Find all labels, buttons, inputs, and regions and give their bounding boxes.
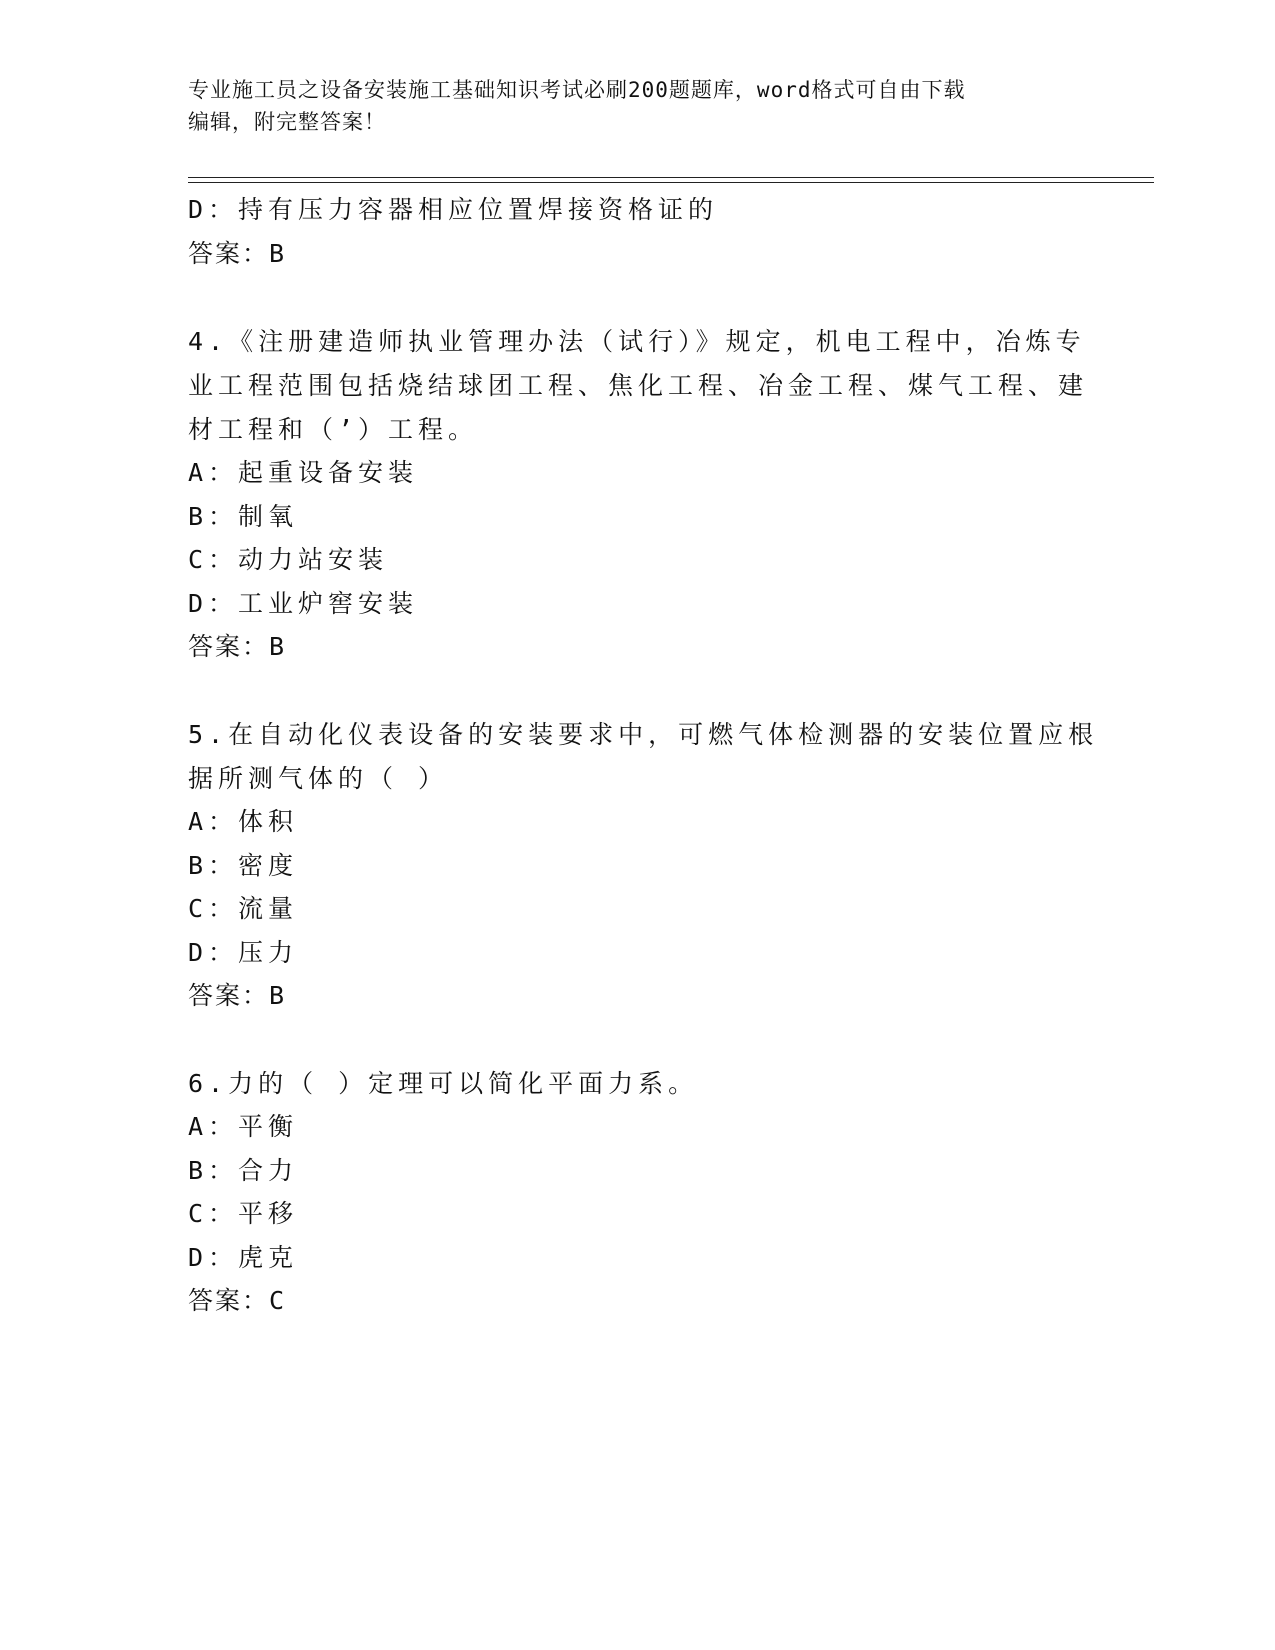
- q6-stem-line-1: 6.力的（ ）定理可以简化平面力系。: [188, 1069, 699, 1098]
- q5-option-c: C：流量: [188, 894, 299, 923]
- header-divider-bottom: [188, 182, 1154, 183]
- document-header: [188, 74, 1068, 138]
- q6-option-a: A：平衡: [188, 1112, 299, 1141]
- q4-stem-line-3: 材工程和（’）工程。: [188, 415, 479, 444]
- q5-answer: 答案：B: [188, 981, 287, 1010]
- q4-stem-line-1: 4.《注册建造师执业管理办法（试行）》规定，机电工程中，冶炼专: [188, 327, 1086, 356]
- q3-answer: 答案：B: [188, 239, 287, 268]
- q4-stem-line-2: 业工程范围包括烧结球团工程、焦化工程、冶金工程、煤气工程、建: [188, 371, 1089, 400]
- q5-stem-line-2: 据所测气体的（ ）: [188, 764, 449, 793]
- q4-answer: 答案：B: [188, 632, 287, 661]
- q5-option-a: A：体积: [188, 807, 299, 836]
- q4-option-c: C：动力站安装: [188, 545, 389, 574]
- q6-option-c: C：平移: [188, 1199, 299, 1228]
- q5-option-d: D：压力: [188, 938, 299, 967]
- q6-answer: 答案：C: [188, 1286, 287, 1315]
- header-divider-top: [188, 177, 1154, 178]
- q6-option-d: D：虎克: [188, 1243, 299, 1272]
- q5-option-b: B：密度: [188, 851, 299, 880]
- q4-option-b: B：制氧: [188, 502, 299, 531]
- header-title-line-1: 专业施工员之设备安装施工基础知识考试必刷200题题库，word格式可自由下载: [188, 78, 966, 102]
- q4-option-d: D：工业炉窖安装: [188, 589, 419, 618]
- q6-option-b: B：合力: [188, 1156, 299, 1185]
- q3-option-d: D：持有压力容器相应位置焊接资格证的: [188, 195, 719, 224]
- q5-stem-line-1: 5.在自动化仪表设备的安装要求中，可燃气体检测器的安装位置应根: [188, 720, 1099, 749]
- q4-option-a: A：起重设备安装: [188, 458, 419, 487]
- header-title-line-2: 编辑，附完整答案！: [188, 110, 386, 134]
